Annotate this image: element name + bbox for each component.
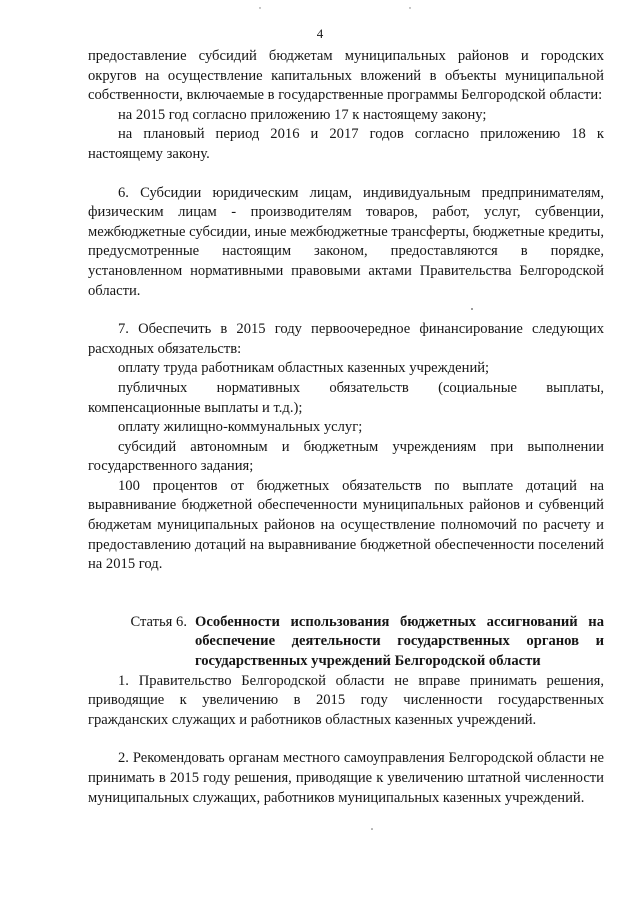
spacer <box>88 165 604 184</box>
paragraph-planning-period: на плановый период 2016 и 2017 годов согласно приложению 18 к настоящему закону. <box>88 126 604 162</box>
spacer <box>88 575 604 594</box>
list-item-salaries: оплату труда работникам областных казенных учреждений; <box>118 360 490 377</box>
document-body <box>88 47 604 808</box>
spacer <box>88 594 604 613</box>
article-title: Особенности использования бюджетных ассигнований на обеспечение деятельности государственных органов и государственных учреждений Белгородской области <box>195 613 604 670</box>
article-label: Статья 6. <box>130 613 187 630</box>
article-heading <box>88 613 604 672</box>
list-item-utilities: оплату жилищно-коммунальных услуг; <box>118 419 363 436</box>
page-number: 4 <box>316 26 324 41</box>
paragraph-item-7: 7. Обеспечить в 2015 году первоочередное финансирование следующих расходных обязательств: <box>88 321 604 357</box>
spacer <box>88 301 604 320</box>
list-item-public-obligations: публичных нормативных обязательств (социальные выплаты, компенсационные выплаты и т.д.); <box>88 379 604 416</box>
spacer <box>88 730 604 749</box>
article-paragraph-1: 1. Правительство Белгородской области не вправе принимать решения, приводящие к увеличению в 2015 году численности государственных гражданских служащих и работников областных казенных учреждений. <box>88 672 604 728</box>
list-item-grants: 100 процентов от бюджетных обязательств по выплате дотаций на выравнивание бюджетной обеспеченности муниципальных районов и субвенций бюджетам муниципальных районов на осуществление полномочий по расчету и предоставлению дотаций на выравнивание бюджетной обеспеченности поселений на 2015 год. <box>88 477 604 573</box>
paragraph-item-6: 6. Субсидии юридическим лицам, индивидуальным предпринимателям, физическим лицам - производителям товаров, работ, услуг, субвенции, межбюджетные субсидии, иные межбюджетные трансферты, бюджетные кредиты, предусмотренные настоящим законом, предоставляются в порядке, установленном нормативными правовыми актами Правительства Белгородской области. <box>88 184 604 299</box>
paragraph-subsidies-capital: предоставление субсидий бюджетам муниципальных районов и городских округов на осуществление капитальных вложений в объекты муниципальной собственности, включаемые в государственные программы Белгородской области: <box>88 48 604 104</box>
list-item-subsidies: субсидий автономным и бюджетным учреждениям при выполнении государственного задания; <box>88 438 604 475</box>
paragraph-2015-appendix: на 2015 год согласно приложению 17 к настоящему закону; <box>118 106 487 123</box>
article-paragraph-2: 2. Рекомендовать органам местного самоуправления Белгородской области не принимать в 2015 году решения, приводящие к увеличению штатной численности муниципальных служащих, работников муниципальных казенных учреждений. <box>88 750 604 806</box>
